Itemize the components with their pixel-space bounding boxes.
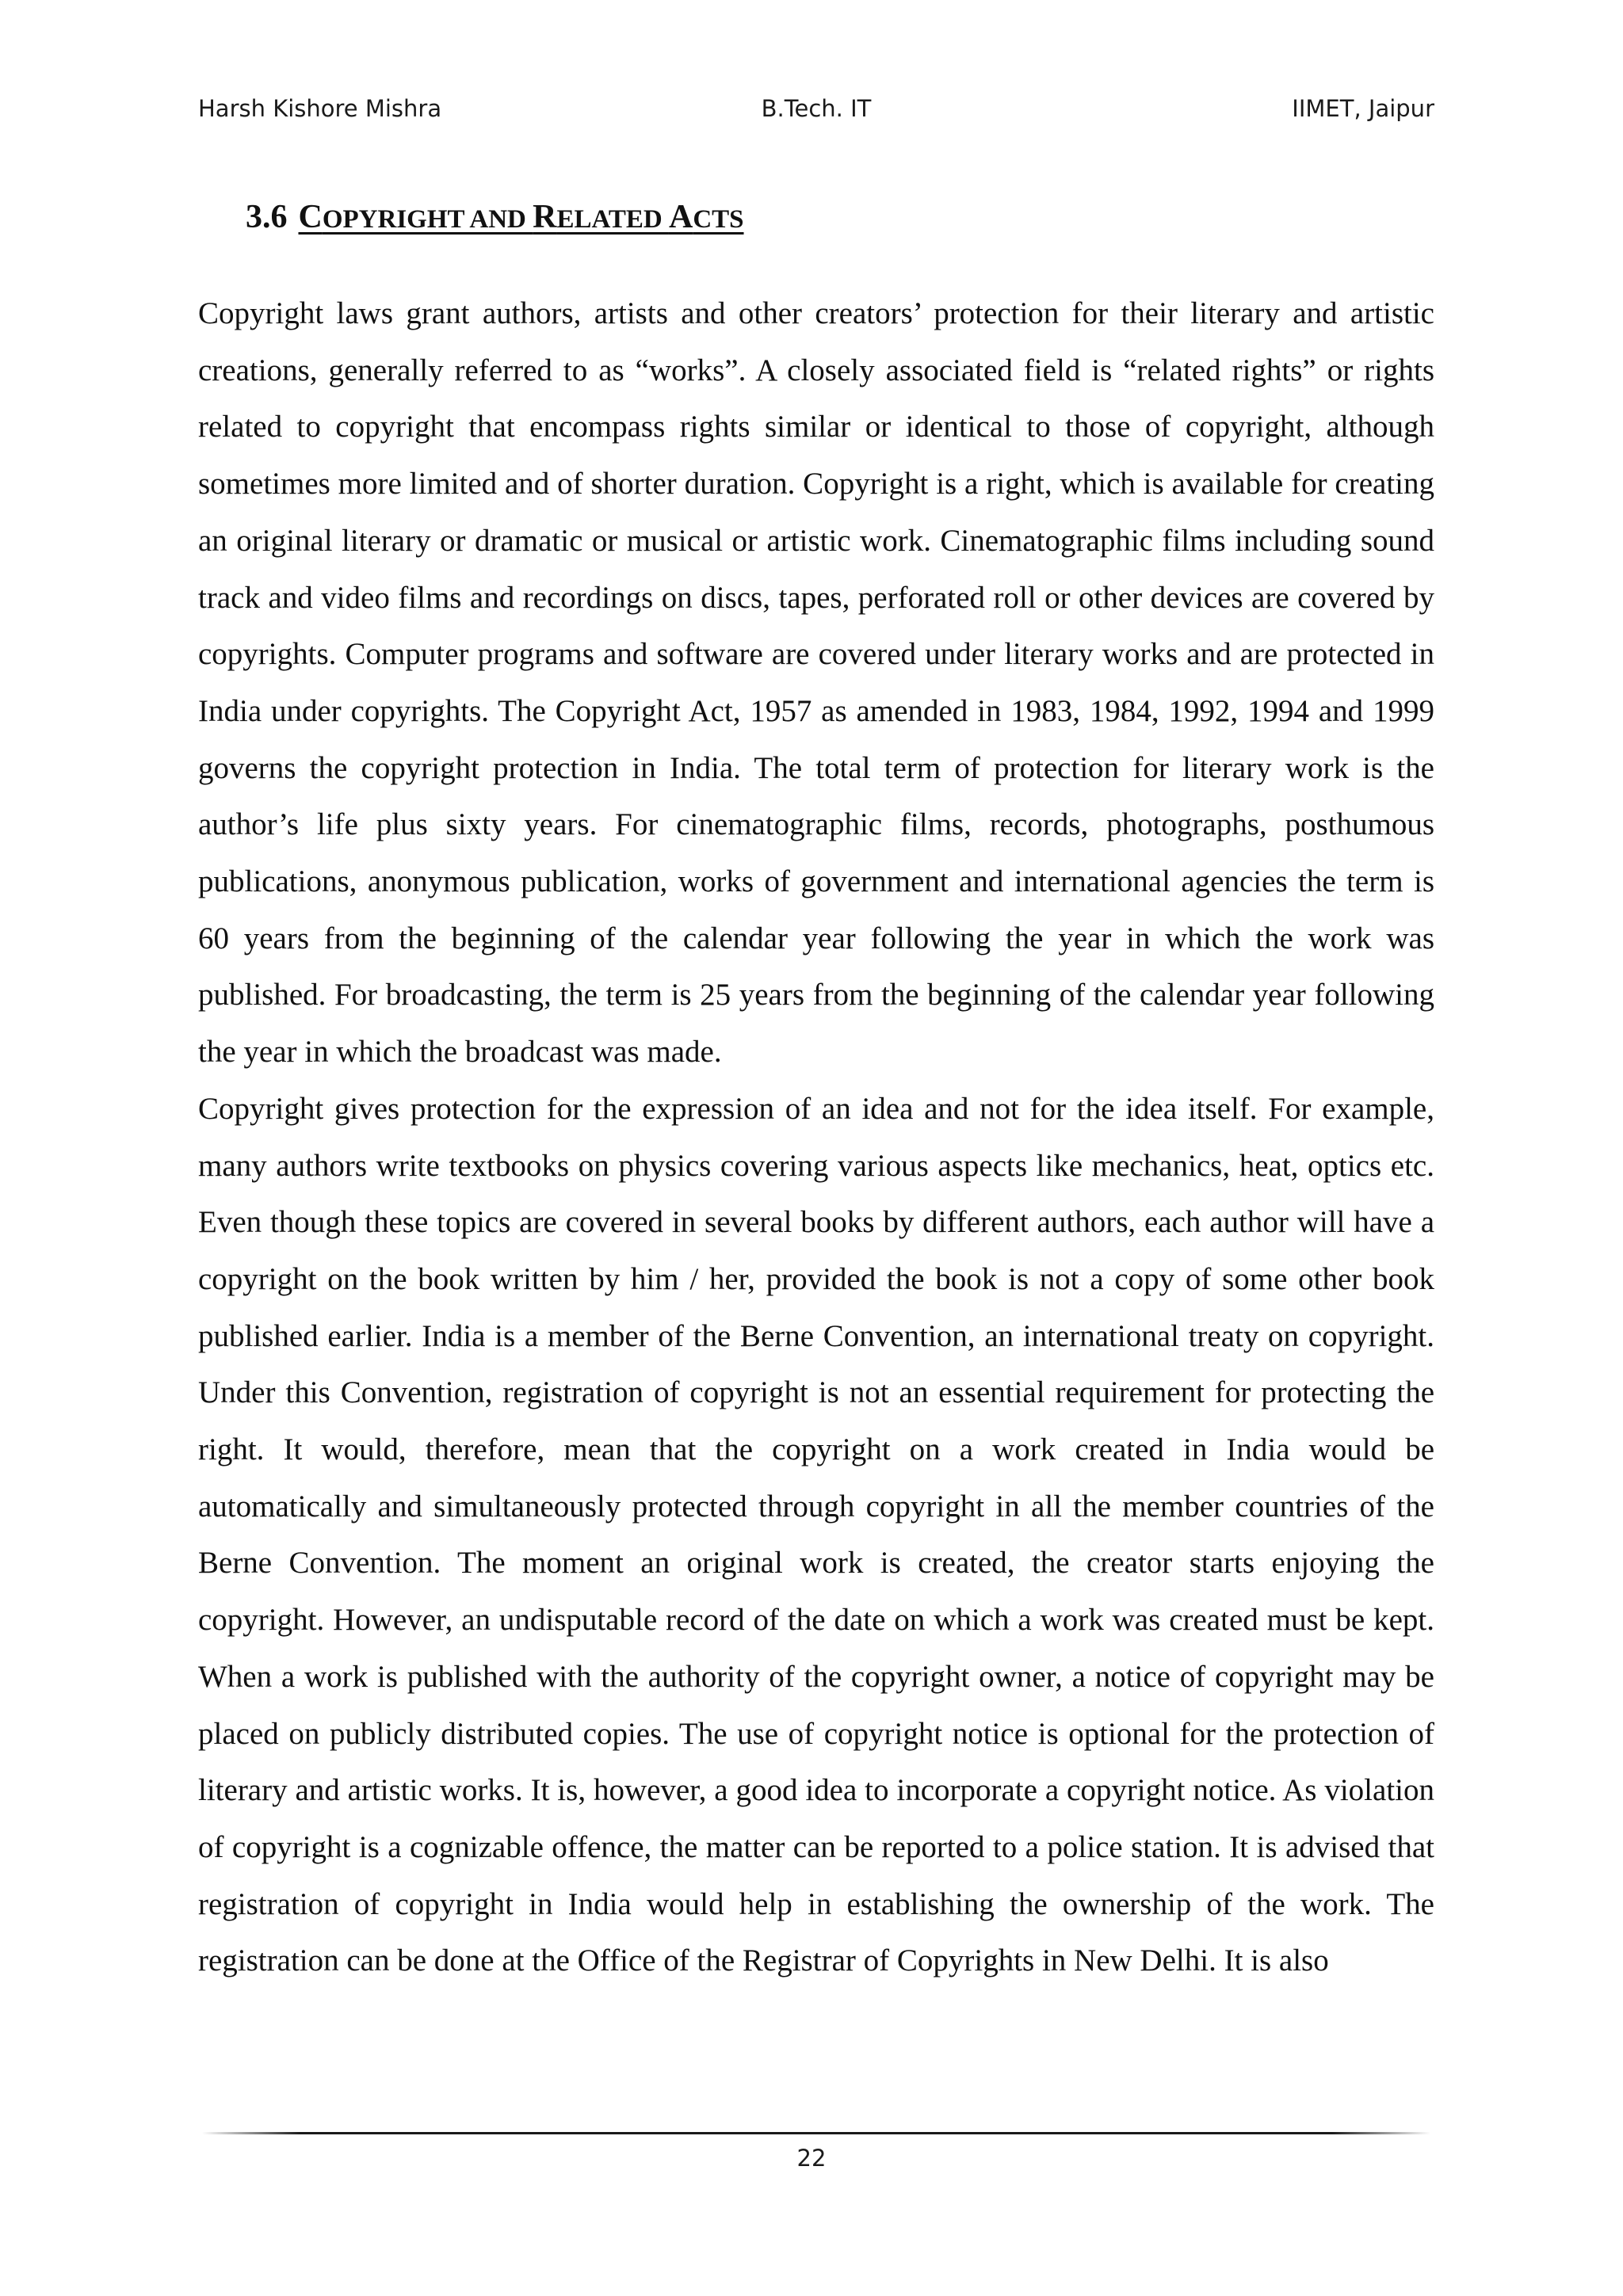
title-part-3-rest: CTS: [693, 205, 744, 234]
title-part-2-rest: ELATED: [556, 205, 669, 234]
header-institute: IIMET, Jaipur: [1292, 95, 1434, 122]
section-title: [299, 199, 744, 235]
title-part-2-initial: R: [533, 199, 557, 235]
title-part-1-rest: OPYRIGHT AND: [322, 205, 533, 234]
running-header: [198, 95, 1434, 135]
body-text: [198, 285, 1434, 1989]
header-program: B.Tech. IT: [761, 95, 872, 122]
paragraph-1: Copyright laws grant authors, artists and other creators’ protection for their literary and artistic creations, generally referred to as “works”. A closely associated field is “related rights” or rights related to copyright that encompass rights similar or identical to those of copyright, although sometimes more limited and of shorter duration. Copyright is a right, which is available for creating an original literary or dramatic or musical or artistic work. Cinematographic films including sound track and video films and recordings on discs, tapes, perforated roll or other devices are covered by copyrights. Computer programs and software are covered under literary works and are protected in India under copyrights. The Copyright Act, 1957 as amended in 1983, 1984, 1992, 1994 and 1999 governs the copyright protection in India. The total term of protection for literary work is the author’s life plus sixty years. For cinematographic films, records, photographs, posthumous publications, anonymous publication, works of government and international agencies the term is 60 years from the beginning of the calendar year following the year in which the work was published. For broadcasting, the term is 25 years from the beginning of the calendar year following the year in which the broadcast was made.: [198, 296, 1434, 1070]
page-number: 22: [796, 2145, 827, 2172]
paragraph-2: Copyright gives protection for the expression of an idea and not for the idea itself. For example, many authors write textbooks on physics covering various aspects like mechanics, heat, optics etc. Even though these topics are covered in several books by different authors, each author will have a copyright on the book written by him / her, provided the book is not a copy of some other book published earlier. India is a member of the Berne Convention, an international treaty on copyright. Under this Convention, registration of copyright is not an essential requirement for protecting the right. It would, therefore, mean that the copyright on a work created in India would be automatically and simultaneously protected through copyright in all the member countries of the Berne Convention. The moment an original work is created, the creator starts enjoying the copyright. However, an undisputable record of the date on which a work was created must be kept. When a work is published with the authority of the copyright owner, a notice of copyright may be placed on publicly distributed copies. The use of copyright notice is optional for the protection of literary and artistic works. It is, however, a good idea to incorporate a copyright notice. As violation of copyright is a cognizable offence, the matter can be reported to a police station. It is advised that registration of copyright in India would help in establishing the ownership of the work. The registration can be done at the Office of the Registrar of Copyrights in New Delhi. It is also: [198, 1091, 1434, 1978]
title-part-1-initial: C: [298, 199, 323, 235]
footer-divider: [202, 2132, 1430, 2134]
title-part-3-initial: A: [668, 199, 693, 235]
header-author: Harsh Kishore Mishra: [198, 95, 442, 122]
section-number: 3.6: [246, 199, 288, 235]
section-heading: [246, 198, 744, 236]
